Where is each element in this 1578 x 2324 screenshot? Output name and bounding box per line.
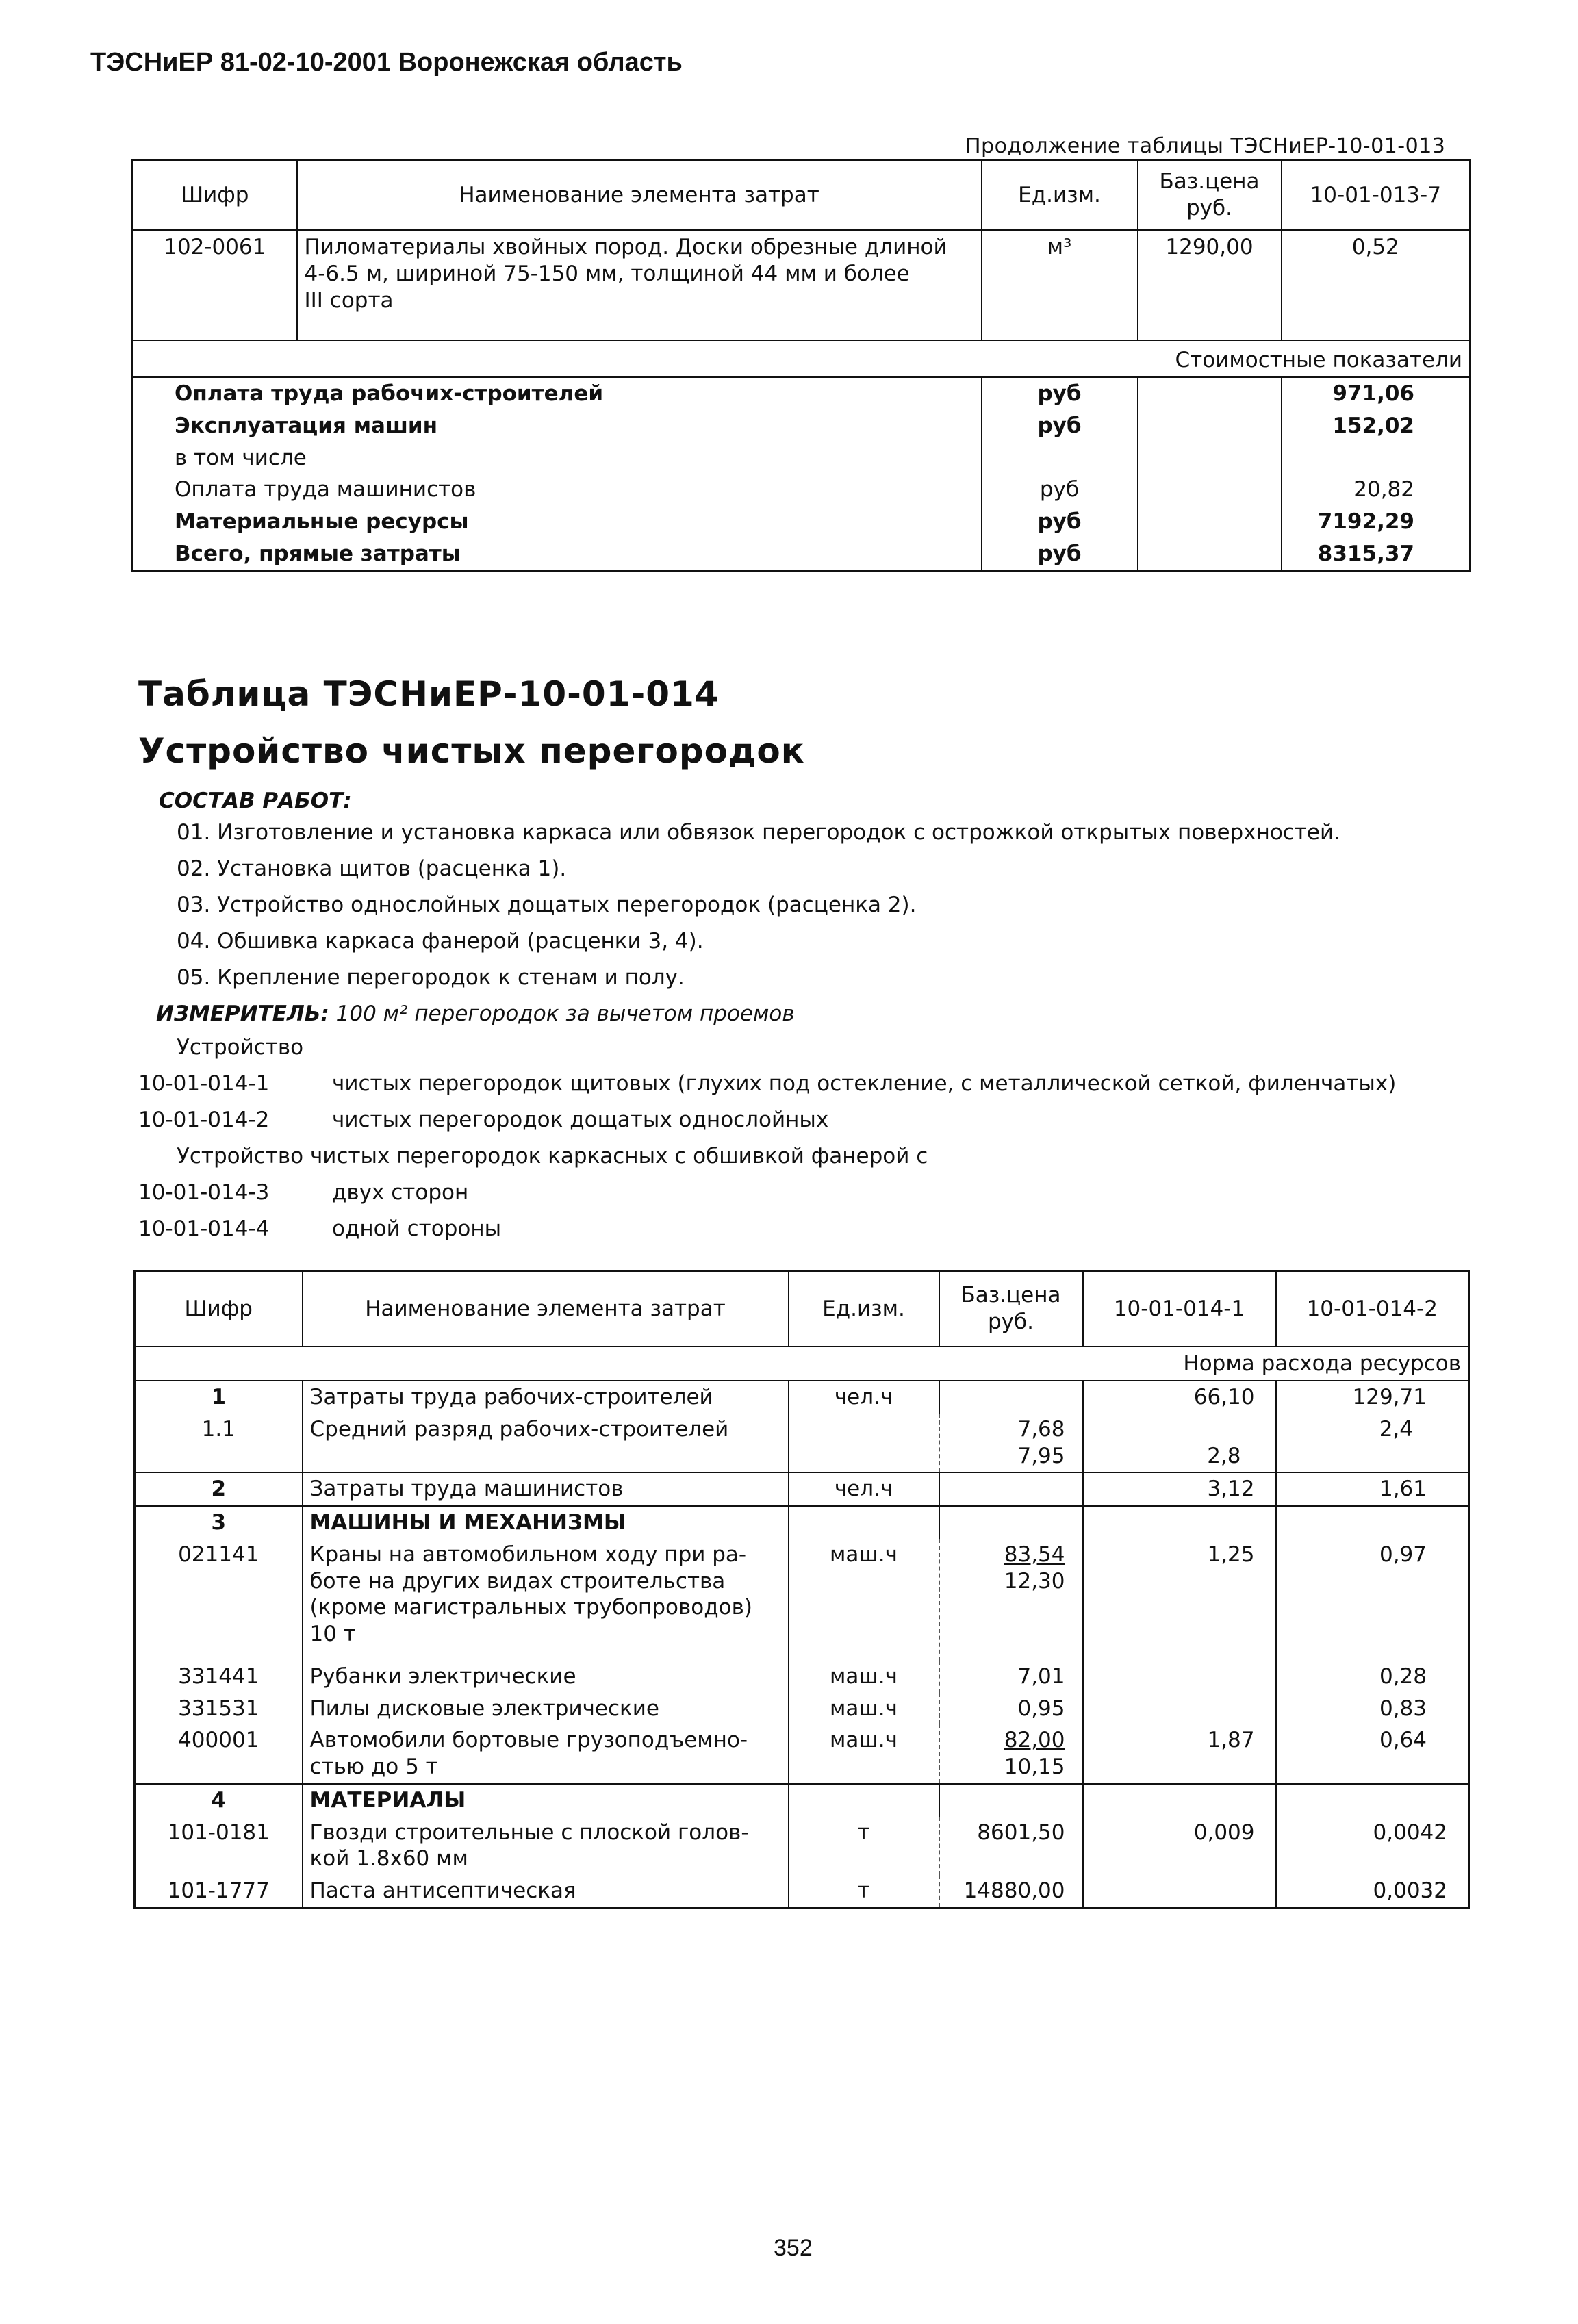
- table-row: 331531 Пилы дисковые электрические маш.ч 0,95 0,83: [135, 1693, 1469, 1725]
- table-10-01-014: [133, 1270, 1470, 1909]
- item-code: 10-01-014-1: [138, 1071, 270, 1096]
- work-item: 04. Обшивка каркаса фанерой (расценки 3, 4).: [177, 929, 704, 954]
- row-price: 1290,00: [1138, 231, 1282, 341]
- item-code: 10-01-014-4: [138, 1216, 270, 1241]
- group-label: Устройство: [177, 1035, 304, 1060]
- work-item: 03. Устройство однослойных дощатых перегородок (расценка 2).: [177, 893, 917, 917]
- table-row: 1.1 Средний разряд рабочих-строителей 7,68 7,95 2,8 2,4: [135, 1414, 1469, 1473]
- cost-row: Всего, прямые затраты руб 8315,37: [133, 538, 1471, 571]
- table-row: 021141 Краны на автомобильном ходу при ра- боте на других видах строительства (кроме магистральных трубопроводов) 10 т маш.ч 83,54 12,30 1,25 0,97: [135, 1539, 1469, 1661]
- work-item: 01. Изготовление и установка каркаса или обвязок перегородок с острожкой открытых поверхностей.: [177, 820, 1340, 845]
- row-code: 102-0061: [164, 235, 266, 259]
- item-code: 10-01-014-3: [138, 1180, 270, 1205]
- table-row: 3 МАШИНЫ И МЕХАНИЗМЫ: [135, 1506, 1469, 1539]
- table-header-row: Шифр Наименование элемента затрат Ед.изм. Баз.цена руб. 10-01-014-1 10-01-014-2: [135, 1271, 1469, 1347]
- table-continuation-label: Продолжение таблицы ТЭСНиЕР-10-01-013: [965, 134, 1446, 158]
- table-header-row: [133, 160, 1471, 231]
- header-unit: Ед.изм.: [982, 160, 1138, 231]
- table-row: 2 Затраты труда машинистов чел.ч 3,12 1,61: [135, 1472, 1469, 1506]
- group-label: Устройство чистых перегородок каркасных с обшивкой фанерой с: [177, 1144, 928, 1169]
- table-row: 1 Затраты труда рабочих-строителей чел.ч 66,10 129,71: [135, 1381, 1469, 1414]
- meter-label: ИЗМЕРИТЕЛЬ:: [156, 1001, 329, 1026]
- table-row: 101-0181 Гвозди строительные с плоской голов- кой 1.8x60 мм т 8601,50 0,009 0,0042: [135, 1817, 1469, 1876]
- cost-row: Эксплуатация машин руб 152,02: [133, 410, 1471, 442]
- page-header: ТЭСНиЕР 81-02-10-2001 Воронежская область: [90, 48, 683, 77]
- section-label-row: [133, 340, 1471, 377]
- works-label: СОСТАВ РАБОТ:: [159, 789, 352, 813]
- cost-row: в том числе: [133, 442, 1471, 474]
- cost-row: Оплата труда рабочих-строителей руб 971,06: [133, 377, 1471, 410]
- section-label: Стоимостные показатели: [133, 340, 1471, 377]
- work-item: 05. Крепление перегородок к стенам и полу.: [177, 965, 685, 990]
- header-col1: 10-01-013-7: [1282, 160, 1471, 231]
- table-row: 4 МАТЕРИАЛЫ: [135, 1784, 1469, 1817]
- table-row: 400001 Автомобили бортовые грузоподъемно- стью до 5 т маш.ч 82,00 10,15 1,87 0,64: [135, 1724, 1469, 1784]
- table-row: [133, 231, 1471, 341]
- row-unit: м³: [982, 231, 1138, 341]
- section-subtitle: Устройство чистых перегородок: [138, 731, 805, 771]
- cost-row: Материальные ресурсы руб 7192,29: [133, 506, 1471, 538]
- row-name: Пиломатериалы хвойных пород. Доски обрезные длиной 4-6.5 м, шириной 75-150 мм, толщиной 44 мм и более III сорта: [297, 231, 982, 341]
- table-10-01-013: [131, 159, 1471, 572]
- item-code: 10-01-014-2: [138, 1108, 270, 1132]
- table-row: 101-1777 Паста антисептическая т 14880,00 0,0032: [135, 1875, 1469, 1908]
- header-code: Шифр: [133, 160, 297, 231]
- item-desc: чистых перегородок щитовых (глухих под остекление, с металлической сеткой, филенчатых): [332, 1071, 1397, 1096]
- cost-row: Оплата труда машинистов руб 20,82: [133, 474, 1471, 506]
- section-title: Таблица ТЭСНиЕР-10-01-014: [138, 674, 720, 714]
- header-name: Наименование элемента затрат: [297, 160, 982, 231]
- row-value: 0,52: [1282, 231, 1471, 341]
- header-price: Баз.цена руб.: [1138, 160, 1282, 231]
- page-number: 352: [774, 2235, 813, 2261]
- table-row: 331441 Рубанки электрические маш.ч 7,01 0,28: [135, 1661, 1469, 1693]
- meter: [156, 1001, 795, 1026]
- work-item: 02. Установка щитов (расценка 1).: [177, 856, 567, 881]
- item-desc: чистых перегородок дощатых однослойных: [332, 1108, 829, 1132]
- meter-value: 100 м² перегородок за вычетом проемов: [335, 1001, 795, 1026]
- section-label-row: Норма расхода ресурсов: [135, 1346, 1469, 1381]
- item-desc: двух сторон: [332, 1180, 469, 1205]
- item-desc: одной стороны: [332, 1216, 502, 1241]
